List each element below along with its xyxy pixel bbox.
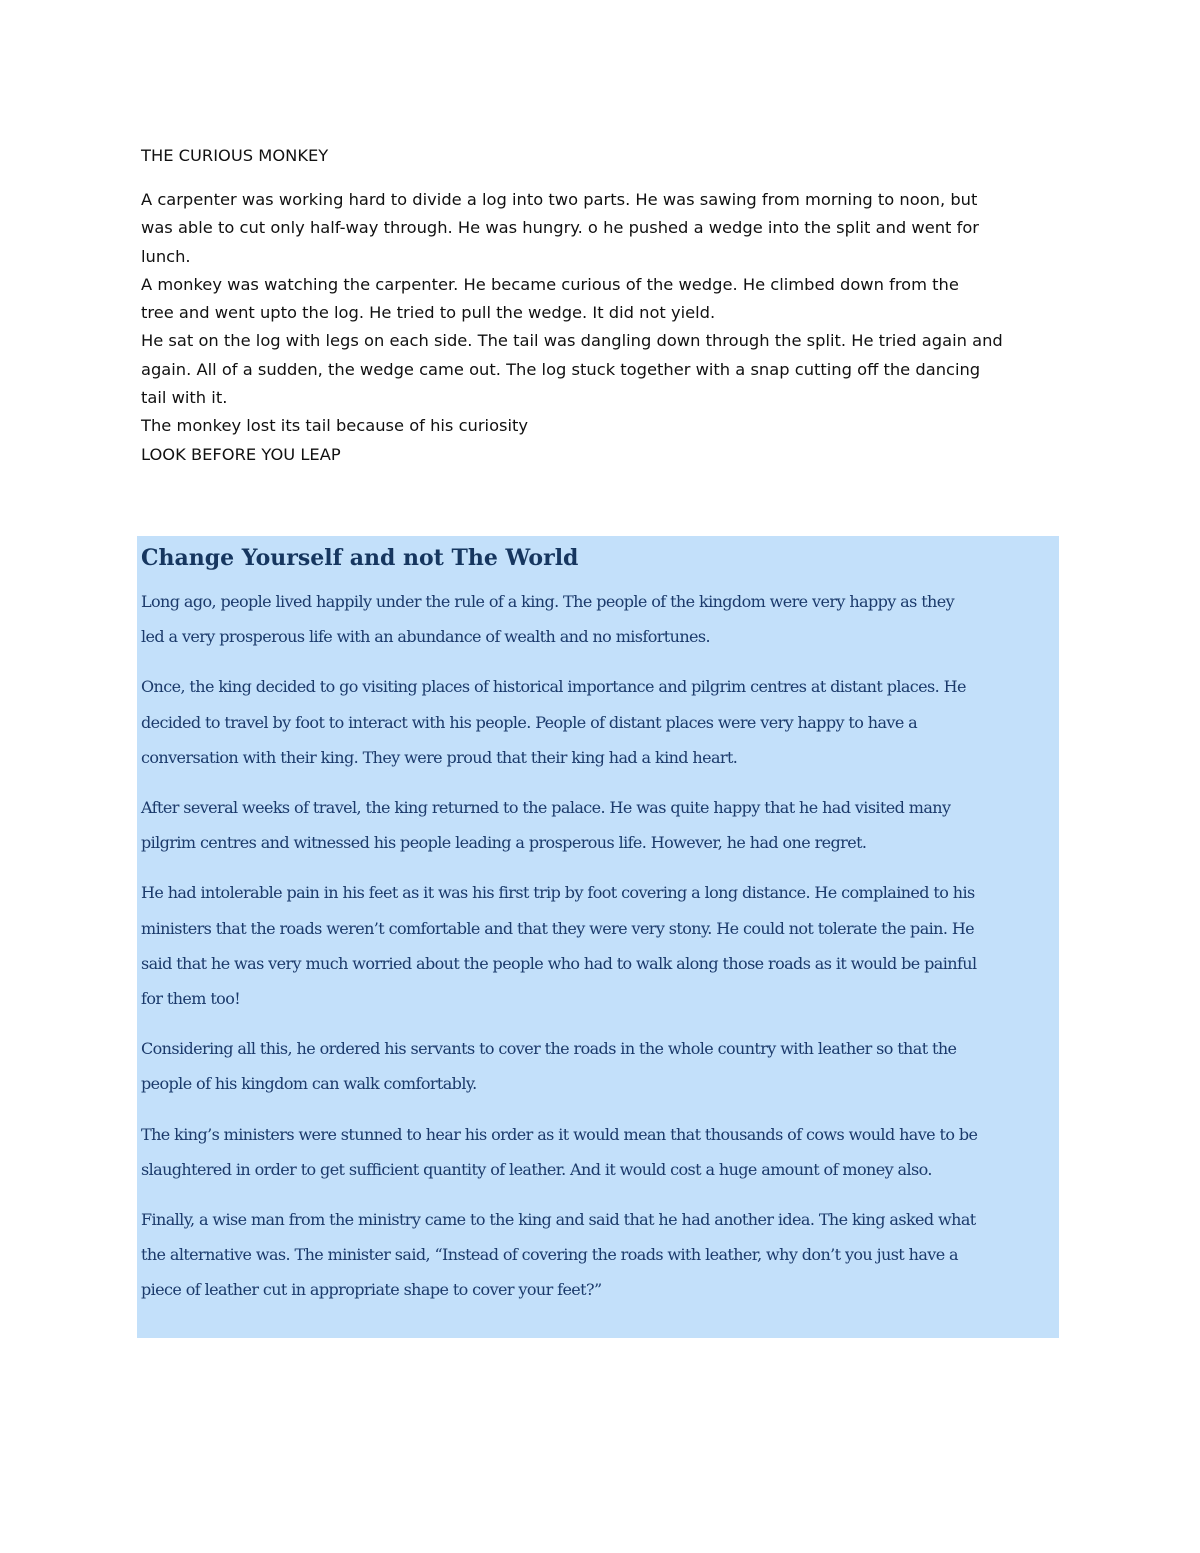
story-line: He sat on the log with legs on each side. The tail was dangling down through the split. He tried again and <box>141 331 1003 351</box>
story-paragraph <box>141 1117 1059 1187</box>
paragraph-line: led a very prosperous life with an abundance of wealth and no misfortunes. <box>141 627 710 647</box>
story-paragraph <box>141 1202 1059 1308</box>
paragraph-line: Once, the king decided to go visiting places of historical importance and pilgrim centres at distant places. He <box>141 677 966 697</box>
story-heading: Change Yourself and not The World <box>141 545 579 571</box>
story-line: again. All of a sudden, the wedge came out. The log stuck together with a snap cutting off the dancing <box>141 359 981 379</box>
story-paragraph <box>141 1031 1059 1101</box>
story-moral-sentence: The monkey lost its tail because of his curiosity <box>141 416 529 436</box>
paragraph-line: slaughtered in order to get sufficient quantity of leather. And it would cost a huge amount of money also. <box>141 1159 932 1179</box>
paragraph-line: Finally, a wise man from the ministry came to the king and said that he had another idea. The king asked what <box>141 1210 976 1230</box>
story-moral: LOOK BEFORE YOU LEAP <box>141 444 341 464</box>
paragraph-line: decided to travel by foot to interact with his people. People of distant places were very happy to have a <box>141 712 918 732</box>
paragraph-line: He had intolerable pain in his feet as it was his first trip by foot covering a long distance. He complained to his <box>141 883 975 903</box>
paragraph-line: the alternative was. The minister said, “Instead of covering the roads with leather, why don’t you just have a <box>141 1245 958 1265</box>
story-curious-monkey <box>141 144 1071 469</box>
story-line: A carpenter was working hard to divide a log into two parts. He was sawing from morning to noon, but <box>141 190 978 209</box>
story-paragraph <box>141 584 1059 654</box>
paragraph-line: for them too! <box>141 989 241 1009</box>
story-line: tail with it. <box>141 388 228 408</box>
story-paragraph <box>141 669 1059 775</box>
paragraph-line: The king’s ministers were stunned to hear his order as it would mean that thousands of cows would have to be <box>141 1124 978 1144</box>
paragraph-line: people of his kingdom can walk comfortably. <box>141 1074 477 1094</box>
paragraph-line: Considering all this, he ordered his servants to cover the roads in the whole country with leather so that the <box>141 1039 957 1059</box>
story-title: THE CURIOUS MONKEY <box>141 146 329 165</box>
story-line: lunch. <box>141 246 191 266</box>
paragraph-line: piece of leather cut in appropriate shape to cover your feet?” <box>141 1280 602 1300</box>
paragraph-line: After several weeks of travel, the king returned to the palace. He was quite happy that he had visited many <box>141 798 951 818</box>
story-change-yourself-box <box>137 536 1059 1338</box>
story-line: tree and went upto the log. He tried to pull the wedge. It did not yield. <box>141 303 716 323</box>
paragraph-line: said that he was very much worried about the people who had to walk along those roads as it would be painful <box>141 953 977 973</box>
paragraph-line: conversation with their king. They were proud that their king had a kind heart. <box>141 747 738 767</box>
paragraph-line: pilgrim centres and witnessed his people leading a prosperous life. However, he had one regret. <box>141 833 867 853</box>
story-paragraph <box>141 875 1059 1016</box>
story-paragraph <box>141 790 1059 860</box>
paragraph-line: Long ago, people lived happily under the rule of a king. The people of the kingdom were very happy as they <box>141 592 955 611</box>
story-line: was able to cut only half-way through. He was hungry. o he pushed a wedge into the split and went for <box>141 218 979 238</box>
story-line: A monkey was watching the carpenter. He became curious of the wedge. He climbed down from the <box>141 274 959 294</box>
paragraph-line: ministers that the roads weren’t comfortable and that they were very stony. He could not tolerate the pain. He <box>141 918 975 938</box>
